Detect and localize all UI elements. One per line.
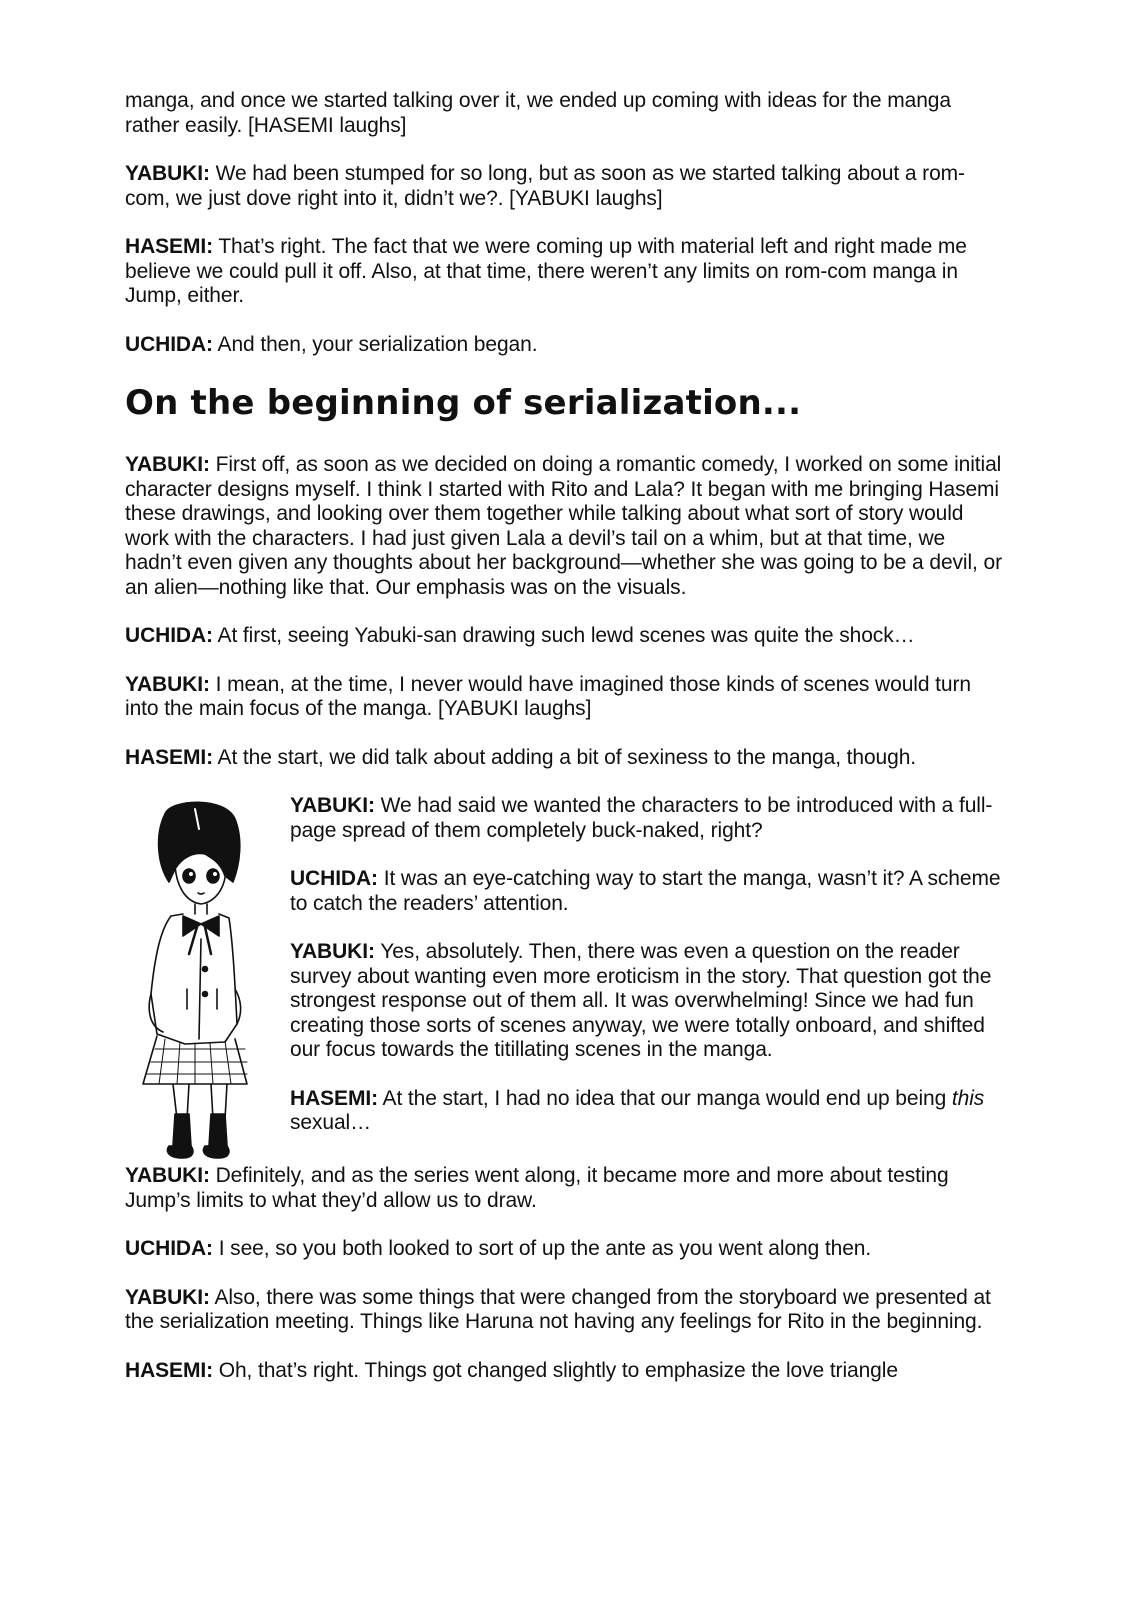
paragraph — [125, 673, 1005, 722]
paragraph-text: First off, as soon as we decided on doing a romantic comedy, I worked on some initial character designs myself. I think I started with Rito and Lala? It began with me bringing Hasemi these drawings, and looking over them together while talking about what sort of story would work with the characters. I had just given Lala a devil’s tail on a whim, but at that time, we hadn’t even given any thoughts about her background—whether she was going to be a devil, or an alien—nothing like that. Our emphasis was on the visuals. — [125, 453, 1002, 599]
speaker-label: YABUKI: — [290, 940, 375, 963]
paragraph-text: At first, seeing Yabuki-san drawing such lewd scenes was quite the shock… — [212, 624, 915, 647]
speaker-label: YABUKI: — [290, 794, 375, 817]
paragraph-text: Definitely, and as the series went along, it became more and more about testing Jump’s limits to what they’d allow us to draw. — [125, 1164, 949, 1212]
paragraph-text: At the start, we did talk about adding a bit of sexiness to the manga, though. — [212, 745, 917, 769]
speaker-label: UCHIDA: — [125, 624, 213, 647]
speaker-label: YABUKI: — [125, 672, 210, 696]
paragraph — [290, 794, 1005, 843]
paragraph-text: I mean, at the time, I never would have imagined those kinds of scenes would turn into the main focus of the manga. [YABUKI laughs] — [125, 672, 971, 720]
speaker-label: YABUKI: — [125, 1164, 210, 1187]
speaker-label: YABUKI: — [125, 162, 210, 185]
schoolgirl-illustration-icon — [125, 794, 275, 1164]
section-heading: On the beginning of serialization... — [125, 383, 802, 423]
paragraph-text: I see, so you both looked to sort of up the ante as you went along then. — [212, 1237, 872, 1260]
speaker-label: HASEMI: — [125, 745, 213, 769]
speaker-label: HASEMI: — [125, 235, 213, 258]
paragraph — [290, 1087, 1005, 1136]
speaker-label: HASEMI: — [290, 1086, 378, 1110]
emphasis-text: this — [951, 1086, 985, 1110]
speaker-label: HASEMI: — [125, 1358, 213, 1382]
paragraph-text: Oh, that’s right. Things got changed slightly to emphasize the love triangle — [212, 1358, 898, 1382]
paragraph-text: sexual… — [290, 1111, 372, 1134]
paragraph — [125, 333, 1005, 358]
paragraph — [125, 89, 1005, 138]
paragraph-text: Also, there was some things that were changed from the storyboard we presented at the serialization meeting. Things like Haruna not having any feelings for Rito in the beginning. — [125, 1285, 991, 1333]
speaker-label: UCHIDA: — [290, 867, 378, 890]
paragraph — [125, 1359, 1005, 1384]
paragraph-text: It was an eye-catching way to start the manga, wasn’t it? A scheme to catch the readers’ attention. — [290, 867, 1001, 915]
paragraph-text: That’s right. The fact that we were coming up with material left and right made me believe we could pull it off. Also, at that time, there weren’t any limits on rom-com manga in Jump, either. — [125, 235, 967, 307]
paragraph — [125, 162, 1005, 211]
paragraph-text: Yes, absolutely. Then, there was even a question on the reader survey about wanting even more eroticism in the story. That question got the strongest response out of them all. It was overwhelming! Since we had fun creating those sorts of scenes anyway, we were totally onboard, and shifted our focus towards the titillating scenes in the manga. — [290, 940, 992, 1061]
paragraph-text: We had said we wanted the characters to be introduced with a full-page spread of them completely buck-naked, right? — [290, 794, 993, 842]
speaker-label: YABUKI: — [125, 1285, 210, 1309]
paragraph-text: At the start, I had no idea that our manga would end up being — [377, 1086, 952, 1110]
paragraph — [290, 940, 1005, 1063]
figure-side-text — [290, 794, 1005, 1160]
paragraph — [125, 1237, 1005, 1262]
paragraph — [290, 867, 1005, 916]
paragraph-text: And then, your serialization began. — [212, 332, 538, 356]
paragraph — [125, 453, 1005, 600]
speaker-label: UCHIDA: — [125, 332, 213, 356]
interview-page — [125, 89, 1005, 1407]
figure-with-text — [125, 794, 1005, 1164]
speaker-label: YABUKI: — [125, 453, 210, 476]
paragraph — [125, 746, 1005, 771]
paragraph — [125, 1286, 1005, 1335]
paragraph — [125, 235, 1005, 309]
paragraph — [125, 624, 1005, 649]
paragraph-text: We had been stumped for so long, but as soon as we started talking about a rom-com, we just dove right into it, didn’t we?. [YABUKI laughs] — [125, 162, 965, 210]
paragraph — [125, 1164, 1005, 1213]
paragraph-text: manga, and once we started talking over it, we ended up coming with ideas for the manga rather easily. [HASEMI laughs] — [125, 89, 951, 137]
speaker-label: UCHIDA: — [125, 1237, 213, 1260]
